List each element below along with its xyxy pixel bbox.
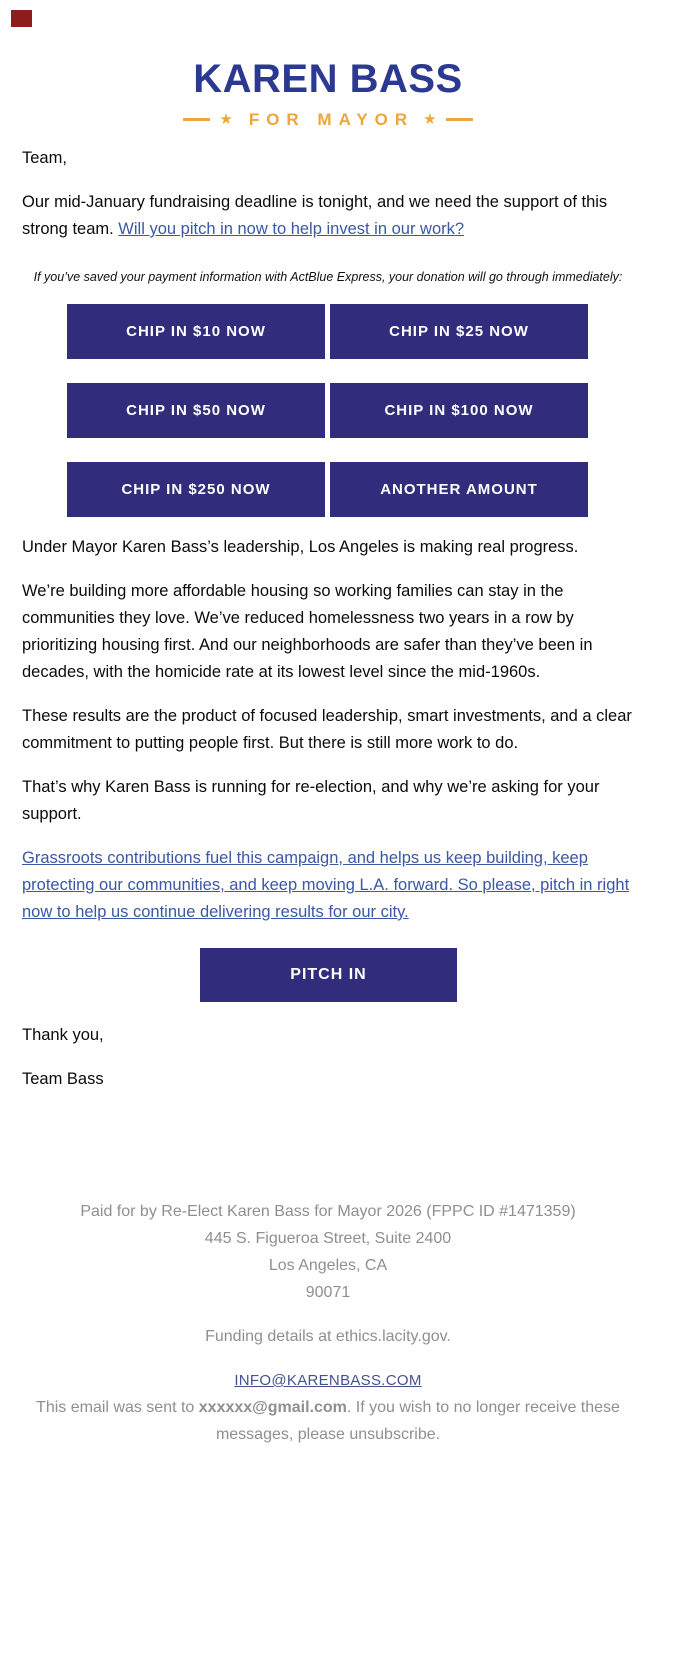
sent-to-suffix: . If you wish to no longer receive these messages, please unsubscribe. (215, 1398, 620, 1443)
closing-block (22, 1022, 634, 1093)
footer-address-street: 445 S. Figueroa Street, Suite 2400 (204, 1229, 452, 1247)
footer-address-zip: 90071 (305, 1283, 351, 1301)
logo-subtitle: FOR MAYOR (248, 110, 415, 129)
logo-title: KAREN BASS (193, 57, 463, 101)
chip-in-250-button[interactable]: CHIP IN $250 NOW (67, 462, 325, 517)
email-footer (22, 1198, 634, 1448)
chip-in-25-button[interactable]: CHIP IN $25 NOW (330, 304, 588, 359)
dash-decoration-right (446, 118, 473, 121)
accomplishments-paragraph: We’re building more affordable housing so working families can stay in the communities they love. We’ve reduced homelessness two years in a row by prioritizing housing first. And our neighborhoods are safer than they’ve been in decades, with the homicide rate at its lowest level since the mid-1960s. (22, 581, 593, 681)
funding-details-text: Funding details at ethics.lacity.gov. (205, 1327, 451, 1345)
intro-text: Our mid-January fundraising deadline is tonight, and we need the support of this strong team. (22, 193, 608, 238)
chip-in-50-button[interactable]: CHIP IN $50 NOW (67, 383, 325, 438)
unsubscribe-note (22, 1394, 634, 1448)
chip-in-100-button[interactable]: CHIP IN $100 NOW (330, 383, 588, 438)
broken-image-placeholder (11, 10, 32, 27)
star-icon-left: ★ (219, 111, 233, 128)
grassroots-link-paragraph[interactable]: Grassroots contributions fuel this campaign, and helps us keep building, keep protecting our communities, and keep moving L.A. forward. So please, pitch in right now to help us continue delivering results for our city. (22, 848, 630, 921)
progress-paragraph: Under Mayor Karen Bass’s leadership, Los Angeles is making real progress. (22, 537, 579, 556)
dash-decoration-left (183, 118, 210, 121)
closing-thank-you: Thank you, (22, 1025, 104, 1044)
another-amount-button[interactable]: ANOTHER AMOUNT (330, 462, 588, 517)
logo-subtitle-row (22, 111, 634, 128)
reelection-paragraph: That’s why Karen Bass is running for re-election, and why we’re asking for your support. (22, 777, 600, 823)
intro-paragraph (22, 189, 634, 243)
star-icon-right: ★ (423, 111, 437, 128)
actblue-express-note: If you’ve saved your payment information with ActBlue Express, your donation will go through immediately: (33, 270, 623, 284)
recipient-email: xxxxxx@gmail.com (198, 1398, 347, 1416)
chip-in-10-button[interactable]: CHIP IN $10 NOW (67, 304, 325, 359)
pitch-in-button[interactable]: PITCH IN (200, 948, 457, 1002)
campaign-logo (22, 0, 634, 128)
sent-to-prefix: This email was sent to (36, 1398, 199, 1416)
greeting-text: Team, (22, 149, 67, 167)
closing-signature: Team Bass (22, 1069, 104, 1088)
pitch-in-link[interactable]: Will you pitch in now to help invest in our work? (118, 220, 465, 238)
results-paragraph: These results are the product of focused leadership, smart investments, and a clear commitment to putting people first. But there is still more work to do. (22, 706, 632, 752)
donation-button-grid (67, 304, 588, 517)
contact-email-link[interactable]: INFO@KARENBASS.COM (234, 1371, 422, 1389)
paid-for-disclaimer: Paid for by Re-Elect Karen Bass for Mayor 2026 (FPPC ID #1471359) (80, 1202, 576, 1220)
footer-address-city: Los Angeles, CA (268, 1256, 388, 1274)
